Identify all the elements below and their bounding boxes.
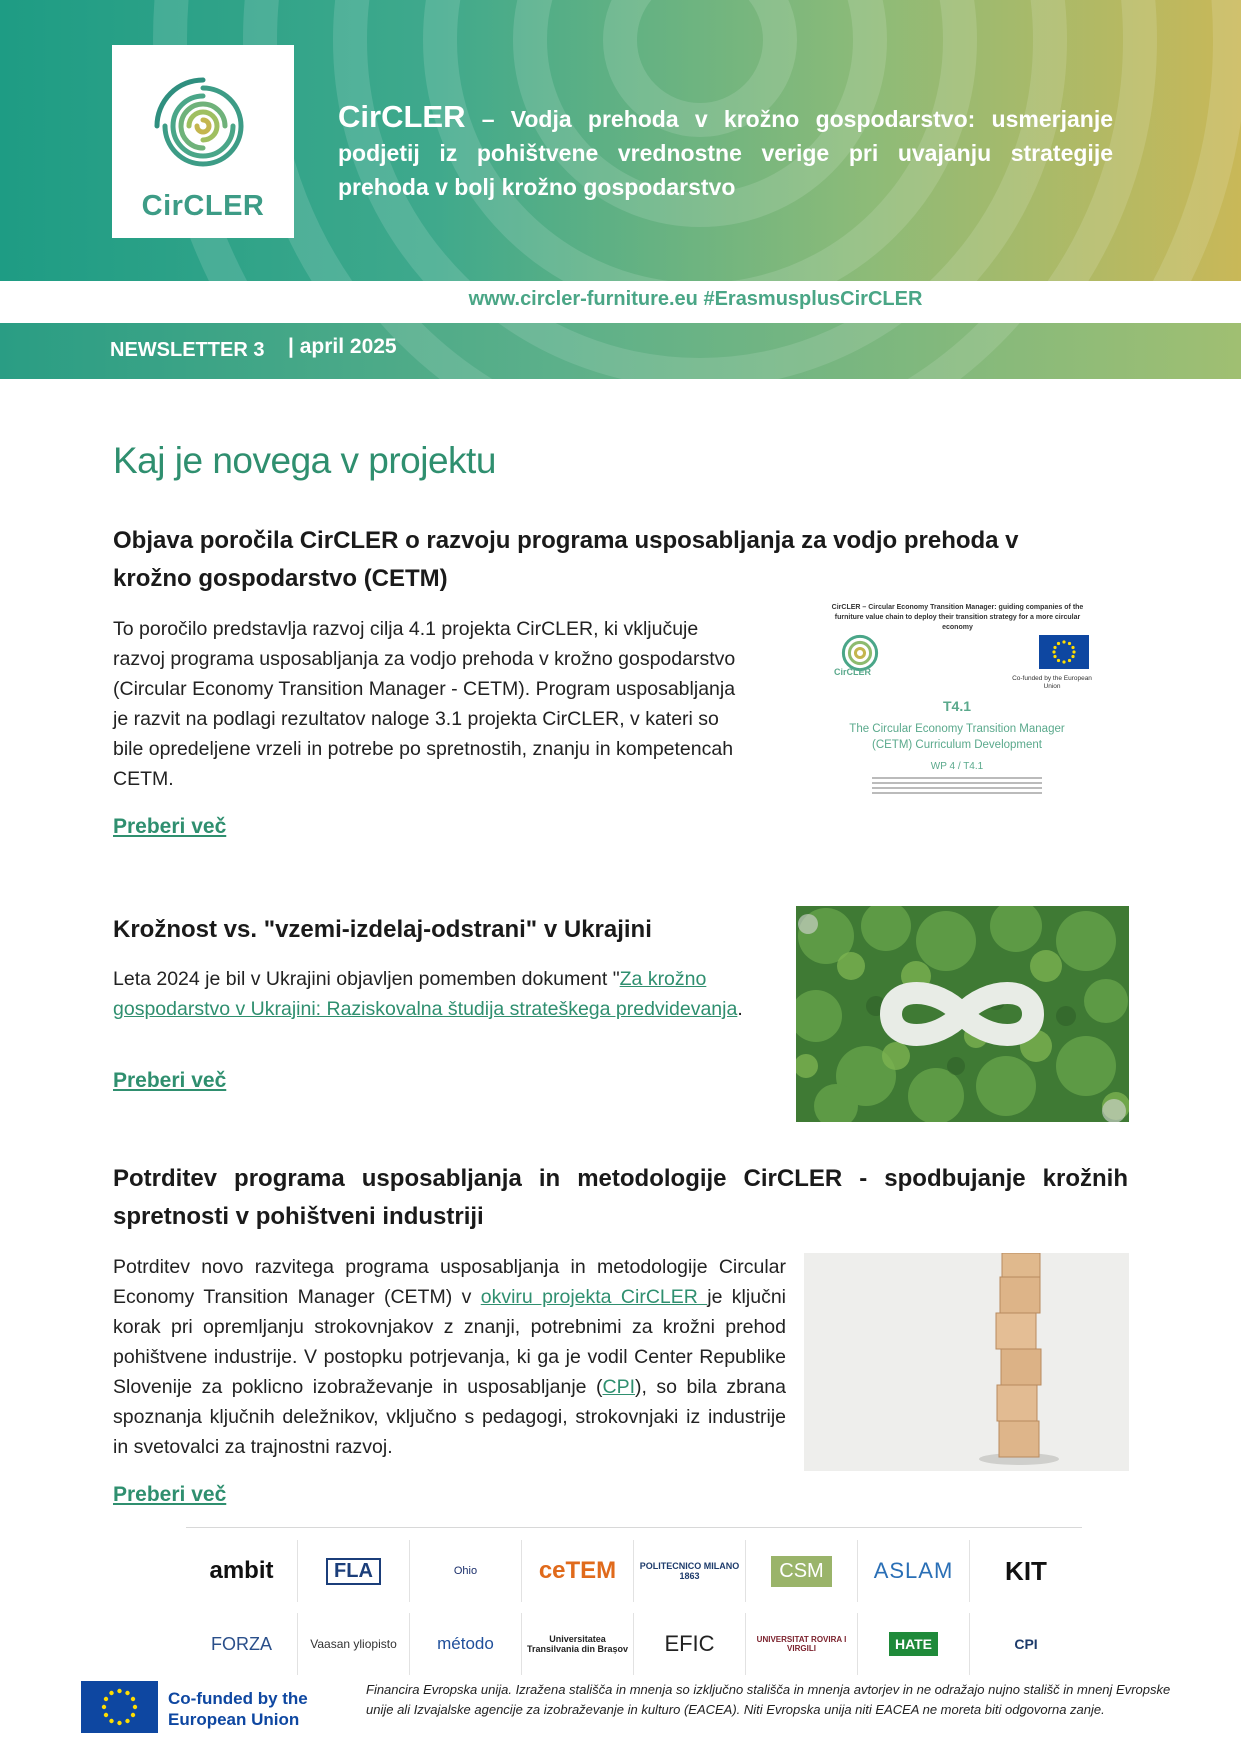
article-1-body: To poročilo predstavlja razvoj cilja 4.1 projekta CirCLER, ki vključuje razvoj programa usposabljanja za vodjo prehoda v krožno gospodarstvo (Circular Economy Transition Manager - CETM). Program usposabljanja je razvit na podlagi rezultatov naloge 3.1 projekta CirCLER, v kateri so bile opredeljene vrzeli in potrebe po spretnostih, znanju in kompetencah CETM. [113,618,736,790]
article-2-read-more-link[interactable]: Preberi več [113,1069,227,1092]
section-title: Kaj je novega v projektu [113,440,496,481]
headline-brand: CirCLER [338,99,466,134]
partner-logo: KIT [1005,1555,1047,1586]
article-3-body [113,1252,786,1462]
partner-logo: ceTEM [522,1540,634,1602]
partner-logos [186,1527,1082,1687]
article-1-title: Objava poročila CirCLER o razvoju programa usposabljanja za vodjo prehoda v krožno gospodarstvo (CETM) [113,527,1019,592]
partner-logo: Ohio [410,1540,522,1602]
cover-wp-label: WP 4 / T4.1 [930,761,984,772]
partner-logo: CPI [1014,1636,1038,1652]
cover-top-text: CirCLER – Circular Economy Transition Manager: guiding companies of the furniture value chain to deploy their transition strategy for a more circular economy [831,604,1084,631]
url-band [0,281,1241,323]
partner-logo: HATE [858,1613,970,1675]
partner-logo: método [410,1613,522,1675]
website-hashtag-link[interactable]: www.circler-furniture.eu #ErasmusplusCirCLER [468,288,923,310]
circler-logo [112,45,294,238]
blocks-photo [804,1253,1129,1471]
report-cover-thumbnail[interactable] [812,595,1102,810]
eu-flag-icon [81,1681,158,1733]
newsletter-date: | april 2025 [288,335,397,358]
cover-task-label: T4.1 [942,698,971,714]
newsletter-headline [338,100,1113,204]
headline-rest: – Vodja prehoda v krožno gospodarstvo: usmerjanje podjetij iz pohištvene vrednostne verige pri uvajanju strategije prehoda v bolj krožno gospodarstvo [338,106,1113,200]
partner-logo: UNIVERSITAT ROVIRA I VIRGILI [746,1613,858,1675]
forest-photo [796,906,1129,1122]
partner-row-1 [186,1540,1082,1602]
partner-logo: ambit [186,1540,298,1602]
partner-logo: FORZA [186,1613,298,1675]
wooden-blocks-image [804,1253,1129,1471]
article-2-body [113,964,773,1024]
article-3-text-1: Potrditev novo razvitega programa usposabljanja in metodologije Circular Economy Transition Manager (CETM) v [113,1256,786,1308]
partner-logo: ASLAM [858,1540,970,1602]
partner-logo: EFIC [634,1613,746,1675]
logo-wordmark: CirCLER [141,190,265,222]
newsletter-bar [0,323,1241,379]
article-3-text-2: je ključni korak pri opremljanju strokovnjakov z znanji, potrebnimi za krožni prehod pohištvene industrije. V postopku potrjevanja, ki ga je vodil Center Republike Slovenije za poklicno izobraževanje in usposabljanje ( [113,1286,786,1398]
article-2-title: Krožnost vs. "vzemi-izdelaj-odstrani" v Ukrajini [113,916,652,943]
partner-logo: FLA [298,1540,410,1602]
article-3-text-3: ), so bila zbrana spoznanja ključnih deležnikov, vključno s pedagogi, strokovnjaki iz industrije in svetovalci za trajnostni razvoj. [113,1376,786,1458]
partner-logo: Universitatea Transilvania din Brașov [522,1613,634,1675]
forest-infinity-image [796,906,1129,1122]
cover-eu-flag-icon [1039,635,1089,669]
article-1-read-more-link[interactable]: Preberi več [113,815,227,838]
article-3-cpi-link[interactable]: CPI [602,1376,636,1398]
article-2-text-before: Leta 2024 je bil v Ukrajini objavljen pomemben dokument " [113,968,620,990]
article-3-read-more-link[interactable]: Preberi več [113,1483,227,1506]
article-3-title: Potrditev programa usposabljanja in metodologije CirCLER - spodbujanje krožnih spretnosti v pohištveni industriji [113,1165,1128,1230]
article-3-project-link[interactable]: okviru projekta CirCLER [480,1286,708,1308]
partner-logo: Vaasan yliopisto [298,1613,410,1675]
cover-cofunded-text: Co-funded by the European Union [1012,675,1092,690]
cover-fine-print [872,777,1042,801]
article-2-text-after: . [737,998,743,1020]
article-2-document-link[interactable]: Za krožno gospodarstvo v Ukrajini: Raziskovalna študija strateškega predvidevanja [113,968,738,1020]
partner-logo: CSM [746,1540,858,1602]
partner-row-2 [186,1613,1082,1675]
funding-disclaimer: Financira Evropska unija. Izražena stališča in mnenja so izključno stališča in mnenja avtorjev in ne odražajo nujno stališč in mnenj Evropske unije ali Izvajalske agencije za izobraževanje in kulturo (EACEA). Niti Evropska unija niti EACEA ne moreta biti odgovorna zanje. [366,1682,1171,1717]
spiral-logo-icon [150,73,256,179]
header-banner [0,0,1241,281]
newsletter-number: NEWSLETTER 3 [110,339,265,361]
eu-stars-icon [81,1681,158,1733]
cover-logo-text: CirCLER [834,667,872,677]
cover-subtitle: The Circular Economy Transition Manager (CETM) Curriculum Development [849,723,1065,751]
eu-cofunded-label: Co-funded by the European Union [168,1689,308,1729]
partner-logo: POLITECNICO MILANO 1863 [634,1540,746,1602]
